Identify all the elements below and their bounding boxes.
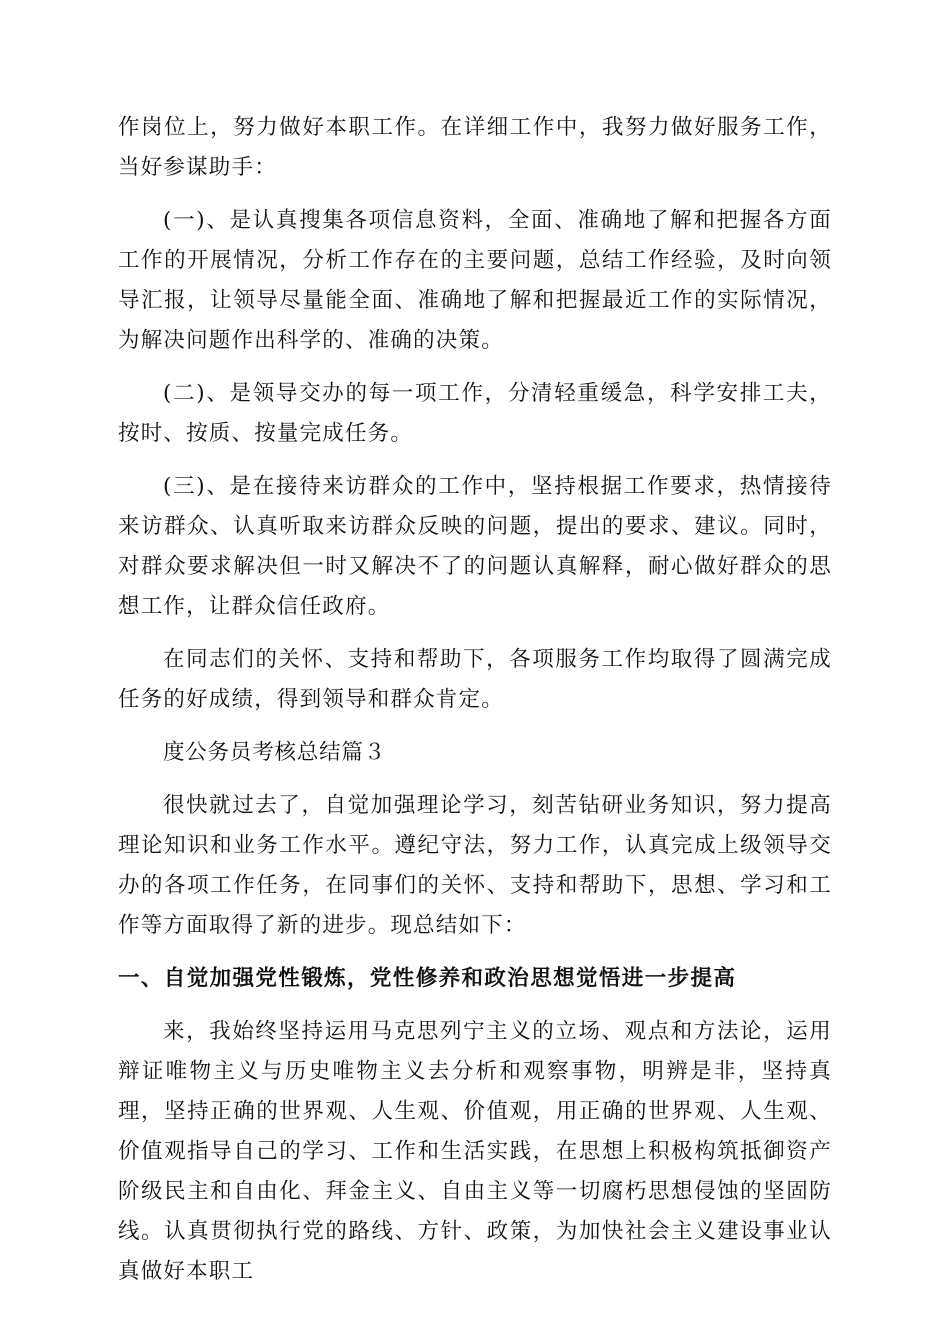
paragraph-item-3: (三)、是在接待来访群众的工作中，坚持根据工作要求，热情接待来访群众、认真听取来访群众反映的问题，提出的要求、建议。同时，对群众要求解决但一时又解决不了的问题认真解释，耐心做好群众的思想工作，让群众信任政府。	[118, 474, 832, 619]
paragraph-item-1: (一)、是认真搜集各项信息资料，全面、准确地了解和把握各方面工作的开展情况，分析工作存在的主要问题，总结工作经验，及时向领导汇报，让领导尽量能全面、准确地了解和把握最近工作的实际情况，为解决问题作出科学的、准确的决策。	[118, 208, 832, 353]
paragraph-intro: 很快就过去了，自觉加强理论学习，刻苦钻研业务知识，努力提高理论知识和业务工作水平。遵纪守法，努力工作，认真完成上级领导交办的各项工作任务，在同事们的关怀、支持和帮助下，思想、学习和工作等方面取得了新的进步。现总结如下：	[118, 793, 832, 938]
paragraph-summary: 在同志们的关怀、支持和帮助下，各项服务工作均取得了圆满完成任务的好成绩，得到领导和群众肯定。	[118, 647, 832, 712]
paragraph-body: 来，我始终坚持运用马克思列宁主义的立场、观点和方法论，运用辩证唯物主义与历史唯物主义去分析和观察事物，明辨是非，坚持真理，坚持正确的世界观、人生观、价值观，用正确的世界观、人生观、价值观指导自己的学习、工作和生活实践，在思想上积极构筑抵御资产阶级民主和自由化、拜金主义、自由主义等一切腐朽思想侵蚀的坚固防线。认真贯彻执行党的路线、方针、政策，为加快社会主义建设事业认真做好本职工	[118, 1019, 832, 1284]
paragraph-item-2: (二)、是领导交办的每一项工作，分清轻重缓急，科学安排工夫，按时、按质、按量完成任务。	[118, 381, 832, 446]
section-heading: 一、自觉加强党性锻炼，党性修养和政治思想觉悟进一步提高	[118, 966, 737, 991]
section-subtitle: 度公务员考核总结篇３	[163, 740, 387, 765]
paragraph-continuation: 作岗位上，努力做好本职工作。在详细工作中，我努力做好服务工作，当好参谋助手：	[118, 115, 832, 180]
